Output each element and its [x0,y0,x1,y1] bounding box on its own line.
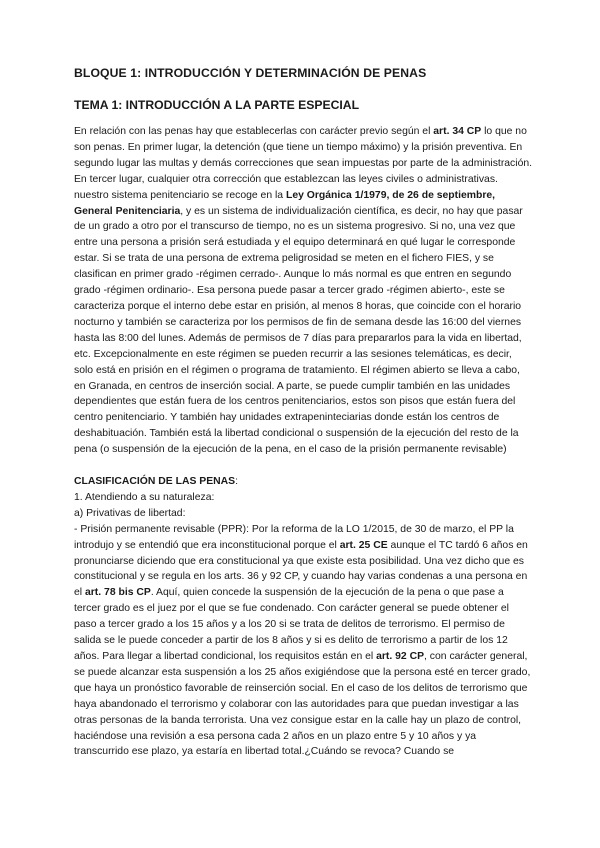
ppr-paragraph [74,522,532,761]
text-run: En relación con las penas hay que establecerlas con carácter previo según el [74,126,434,137]
text-run: , con carácter general, se puede alcanzar esta suspensión a los 25 años exigiéndose que la persona esté en tercer grado, que haya un pronóstico favorable de reinserción social. En el caso de los delitos de terrorismo que haya abandonado el terrorismo y colaborar con las autoridades para que puedan investigar a las otras personas de la banda terrorista. Una vez consigue estar en la calle hay un plazo de control, haciéndose una revisión a esa persona cada 2 años en un plazo entre 5 y 10 años y ya transcurrido ese plazo, ya estaría en libertad total.¿Cuándo se revoca? Cuando se [74,651,531,758]
bold-reference: art. 92 CP [376,651,425,662]
text-run: aunque el TC tardó 6 años en pronunciarse diciendo que era constitucional ya que existe esta posibilidad. Una vez dicho que es constitucional y se regula en los arts. 36 y 92 CP, y cuando hay varias condenas a una persona en el [74,539,528,599]
list-item-deprivation: a) Privativas de libertad: [74,507,186,519]
topic-title: TEMA 1: INTRODUCCIÓN A LA PARTE ESPECIAL [74,98,360,112]
text-run: nuestro sistema penitenciario se recoge en la [74,189,286,201]
document-page [74,66,532,760]
text-run: - Prisión permanente revisable (PPR): Por la reforma de la LO 1/2015, de 30 de marzo, el PP la introdujo y se entendió que era inconstitucional porque el [74,523,514,551]
classification-heading-line [74,474,532,490]
classification-colon: : [235,476,238,488]
bold-reference: art. 78 bis CP [84,587,151,599]
list-item-nature: 1. Atendiendo a su naturaleza: [74,491,215,503]
block-title: BLOQUE 1: INTRODUCCIÓN Y DETERMINACIÓN DE PENAS [74,66,427,80]
bold-reference: art. 25 CE [339,539,388,551]
penitentiary-system-paragraph [74,188,532,458]
bold-reference: art. 34 CP [433,126,482,137]
intro-paragraph [74,124,532,188]
text-run: lo que no son penas. En primer lugar, la detención (que tiene un tiempo máximo) y la prisión preventiva. En segundo lugar las multas y demás correcciones que sean impuestas por parte de la administración. En tercer lugar, cualquier otra corrección que establezcan las leyes civiles o administrativas. [74,126,533,185]
classification-heading: CLASIFICACIÓN DE LAS PENAS [74,476,236,488]
text-run: . Aquí, quien concede la suspensión de la ejecución de la pena o que pase a tercer grado es el juez por el que se fue condenado. Con carácter general se puede obtener el paso a tercer grado a los 15 años y a los 20 si se trata de delitos de terrorismo. El permiso de salida se le puede conceder a partir de los 8 años y si es delito de terrorismo a partir de los 12 años. Para llegar a libertad condicional, los requisitos están en el [74,587,509,662]
text-run: , y es un sistema de individualización científica, es decir, no hay que pasar de un grado a otro por el transcurso de tiempo, no es un sistema progresivo. Si no, una vez que entre una persona a prisión será estudiada y el equipo determinará en qué lugar le corresponde estar. Si se trata de una persona de extrema peligrosidad se meten en el fichero FIES, y se clasifican en primer grado -régimen cerrado-. Aunque lo más normal es que entren en segundo grado -régimen ordinario-. Esa persona puede pasar a tercer grado -régimen abierto-, este se caracteriza porque el interno debe estar en prisión, al menos 8 horas, que coincide con el horario nocturno y también se caracteriza por los permisos de fin de semana desde las 16:00 del viernes hasta las 8:00 del lunes. Además de permisos de 7 días para prepararlos para la vida en libertad, etc. Excepcionalmente en este régimen se pueden recurrir a las sesiones telemáticas, es decir, solo está en prisión en el régimen o programa de tratamiento. El régimen abierto se lleva a cabo, en Granada, en centros de inserción social. A parte, se puede cumplir también en las unidades dependientes que están fuera de los centros penitenciarios, estos son pisos que están fuera del centro penitenciario. Y también hay unidades extrapeninteciarias donde están los centros de deshabituación. También está la libertad condicional o suspensión de la ejecución del resto de la pena (o suspensión de la ejecución de la pena, en el caso de la prisión permanente revisable) [74,205,523,456]
bold-reference: Ley Orgánica 1/1979, de 26 de septiembre, General Penitenciaria [74,189,496,217]
